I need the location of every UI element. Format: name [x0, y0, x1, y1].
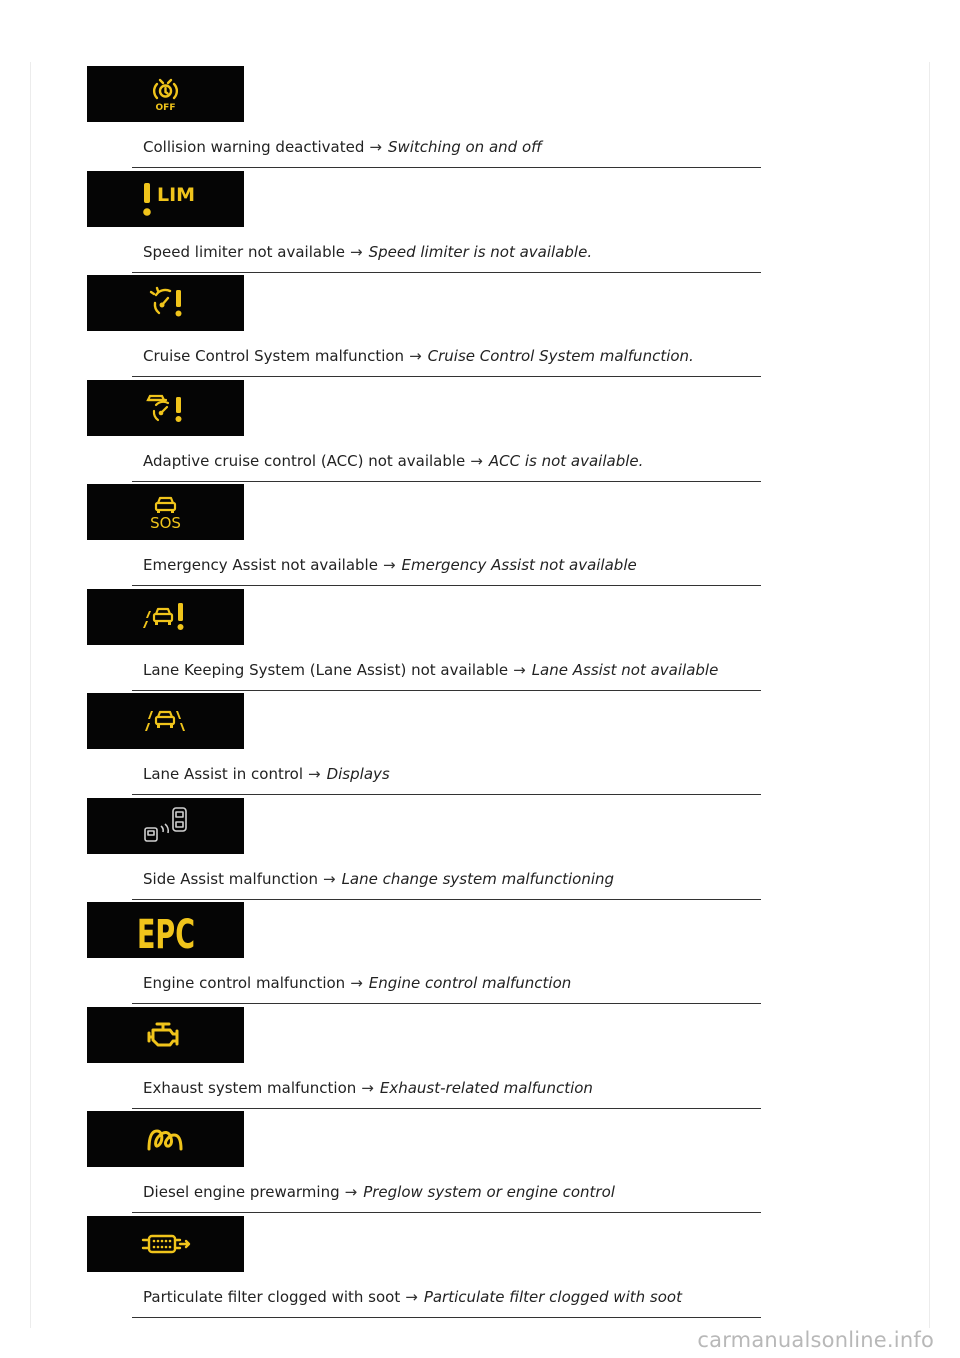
list-item: [0, 171, 960, 276]
entry-caption: [143, 554, 637, 576]
arrow-right-icon: →: [470, 451, 483, 470]
cross-reference-link[interactable]: Engine control malfunction: [368, 974, 572, 992]
warning-lamp-panel: [87, 902, 244, 958]
separator-line: [132, 1003, 761, 1004]
arrow-right-icon: →: [322, 869, 336, 888]
arrow-right-icon: →: [350, 242, 363, 261]
warning-lamp-panel: [87, 1216, 244, 1272]
separator-line: [132, 272, 761, 273]
entry-text: Engine control malfunction: [143, 974, 346, 992]
arrow-right-icon: →: [308, 765, 321, 783]
entry-caption: [143, 1077, 593, 1099]
entry-caption: [143, 345, 694, 367]
cruise-control-warning-icon: [87, 275, 244, 331]
cross-reference-link[interactable]: Displays: [326, 765, 390, 783]
entry-text: Cruise Control System malfunction: [143, 347, 405, 365]
cross-reference-link[interactable]: Switching on and off: [387, 138, 542, 156]
list-item: [0, 1007, 960, 1112]
list-item: [0, 798, 960, 903]
separator-line: [132, 1317, 761, 1318]
particulate-filter-icon: [87, 1216, 244, 1272]
lane-assist-active-icon: [87, 693, 244, 749]
entry-text: Adaptive cruise control (ACC) not available: [143, 451, 466, 470]
cross-reference-link[interactable]: Lane change system malfunctioning: [341, 869, 615, 888]
collision-warning-off-icon: [87, 66, 244, 122]
list-item: [0, 589, 960, 694]
cross-reference-link[interactable]: Cruise Control System malfunction.: [427, 347, 694, 365]
watermark-text: carmanualsonline.info: [697, 1328, 934, 1352]
entry-caption: [143, 972, 571, 994]
arrow-right-icon: →: [369, 138, 382, 156]
separator-line: [132, 481, 761, 482]
separator-line: [132, 1212, 761, 1213]
warning-lamp-panel: [87, 484, 244, 540]
epc-icon: [87, 902, 244, 958]
warning-lamp-panel: [87, 589, 244, 645]
list-item: [0, 275, 960, 380]
warning-lamp-panel: [87, 275, 244, 331]
separator-line: [132, 585, 761, 586]
cross-reference-link[interactable]: Emergency Assist not available: [401, 556, 637, 574]
separator-line: [132, 167, 761, 168]
cross-reference-link[interactable]: Particulate filter clogged with soot: [423, 1287, 682, 1306]
svg-text:OFF: OFF: [155, 103, 176, 113]
entry-text: Collision warning deactivated: [143, 138, 365, 156]
arrow-right-icon: →: [382, 556, 396, 574]
glow-plug-icon: [87, 1111, 244, 1167]
svg-text:EPC: EPC: [137, 912, 195, 958]
entry-caption: [143, 1181, 615, 1203]
entry-text: Emergency Assist not available: [143, 556, 378, 574]
entry-caption: [143, 241, 592, 263]
acc-warning-icon: [87, 380, 244, 436]
speed-limiter-warning-icon: [87, 171, 244, 227]
cross-reference-link[interactable]: Preglow system or engine control: [363, 1183, 615, 1201]
arrow-right-icon: →: [350, 974, 363, 992]
entry-text: Speed limiter not available: [143, 242, 345, 261]
cross-reference-link[interactable]: Lane Assist not available: [531, 660, 719, 679]
warning-lamp-panel: [87, 1007, 244, 1063]
side-assist-icon: [87, 798, 244, 854]
entry-text: Side Assist malfunction: [143, 869, 318, 888]
emergency-assist-sos-icon: [87, 484, 244, 540]
entry-text: Lane Keeping System (Lane Assist) not available: [143, 660, 509, 679]
entry-caption: [143, 1286, 682, 1308]
arrow-right-icon: →: [409, 347, 422, 365]
entry-caption: [143, 450, 643, 472]
separator-line: [132, 1108, 761, 1109]
warning-lamp-panel: [87, 798, 244, 854]
arrow-right-icon: →: [361, 1078, 374, 1097]
list-item: [0, 484, 960, 589]
list-item: [0, 1216, 960, 1321]
svg-text:SOS: SOS: [150, 514, 181, 532]
svg-text:LIM: LIM: [157, 183, 196, 206]
engine-check-icon: [87, 1007, 244, 1063]
separator-line: [132, 690, 761, 691]
list-item: [0, 66, 960, 171]
cross-reference-link[interactable]: ACC is not available.: [488, 451, 644, 470]
list-item: [0, 380, 960, 485]
entry-caption: [143, 659, 718, 681]
separator-line: [132, 376, 761, 377]
warning-lamp-panel: [87, 693, 244, 749]
entry-text: Exhaust system malfunction: [143, 1078, 357, 1097]
separator-line: [132, 899, 761, 900]
cross-reference-link[interactable]: Exhaust-related malfunction: [379, 1078, 593, 1097]
list-item: [0, 1111, 960, 1216]
arrow-right-icon: →: [513, 660, 526, 679]
warning-lamp-panel: [87, 66, 244, 122]
warning-lamp-panel: [87, 380, 244, 436]
warning-lamp-panel: [87, 171, 244, 227]
arrow-right-icon: →: [405, 1287, 418, 1306]
cross-reference-link[interactable]: Speed limiter is not available.: [368, 242, 593, 261]
entry-text: Particulate filter clogged with soot: [143, 1287, 401, 1306]
list-item: [0, 693, 960, 798]
warning-lamp-panel: [87, 1111, 244, 1167]
warning-lamp-list: [0, 66, 960, 1320]
lane-assist-warning-icon: [87, 589, 244, 645]
entry-caption: [143, 763, 390, 785]
entry-text: Lane Assist in control: [143, 765, 304, 783]
separator-line: [132, 794, 761, 795]
list-item: [0, 902, 960, 1007]
entry-caption: [143, 136, 542, 158]
entry-caption: [143, 868, 614, 890]
arrow-right-icon: →: [344, 1183, 358, 1201]
entry-text: Diesel engine prewarming: [143, 1183, 340, 1201]
